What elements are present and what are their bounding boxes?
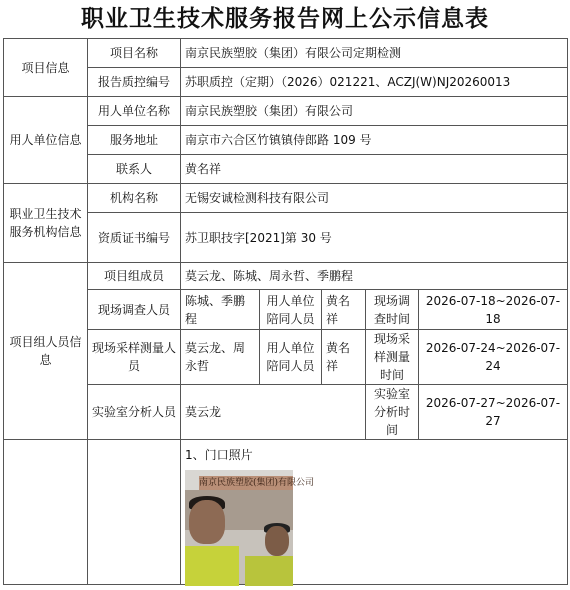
photo-cell [181, 440, 568, 585]
disclosure-table [3, 38, 568, 585]
lab-time-label: 实验室分析时间 [366, 385, 419, 440]
cert-no-value: 苏卫职技字[2021]第 30 号 [181, 213, 568, 263]
report-no-label: 报告质控编号 [88, 68, 181, 97]
safety-vest-right [245, 556, 293, 586]
person-right-face [265, 526, 289, 556]
sampling-accompany-label: 用人单位陪同人员 [260, 330, 322, 385]
lab-staff-label: 实验室分析人员 [88, 385, 181, 440]
lab-staff-value: 莫云龙 [181, 385, 366, 440]
person-left-face [189, 500, 225, 544]
team-members-value: 莫云龙、陈城、周永哲、季鹏程 [181, 263, 568, 290]
cert-no-label: 资质证书编号 [88, 213, 181, 263]
agency-name-label: 机构名称 [88, 184, 181, 213]
survey-staff-label: 现场调查人员 [88, 290, 181, 330]
service-address-label: 服务地址 [88, 126, 181, 155]
photo-section-blank [4, 440, 88, 585]
project-name-value: 南京民族塑胶（集团）有限公司定期检测 [181, 39, 568, 68]
team-section-label: 项目组人员信息 [4, 263, 88, 440]
contact-value: 黄名祥 [181, 155, 568, 184]
report-no-value: 苏职质控（定期）（2026）021221、ACZJ(W)NJ20260013 [181, 68, 568, 97]
lab-time-value: 2026-07-27~2026-07-27 [419, 385, 568, 440]
survey-time-value: 2026-07-18~2026-07-18 [419, 290, 568, 330]
company-sign: 南京民族塑胶(集团)有限公司 [199, 478, 315, 488]
safety-vest-left [185, 546, 239, 586]
sampling-staff-label: 现场采样测量人员 [88, 330, 181, 385]
survey-accompany-label: 用人单位陪同人员 [260, 290, 322, 330]
contact-label: 联系人 [88, 155, 181, 184]
sampling-staff-value: 莫云龙、周永哲 [181, 330, 260, 385]
sampling-accompany-value: 黄名祥 [322, 330, 366, 385]
survey-time-label: 现场调查时间 [366, 290, 419, 330]
entrance-photo [185, 470, 315, 584]
team-members-label: 项目组成员 [88, 263, 181, 290]
photo-label-blank [88, 440, 181, 585]
employer-section-label: 用人单位信息 [4, 97, 88, 184]
sampling-time-label: 现场采样测量时间 [366, 330, 419, 385]
agency-name-value: 无锡安诚检测科技有限公司 [181, 184, 568, 213]
project-info-section-label: 项目信息 [4, 39, 88, 97]
survey-accompany-value: 黄名祥 [322, 290, 366, 330]
service-address-value: 南京市六合区竹镇镇侍郎路 109 号 [181, 126, 568, 155]
photo-caption: 1、门口照片 [185, 448, 253, 462]
survey-staff-value: 陈城、季鹏程 [181, 290, 260, 330]
employer-name-value: 南京民族塑胶（集团）有限公司 [181, 97, 568, 126]
project-name-label: 项目名称 [88, 39, 181, 68]
employer-name-label: 用人单位名称 [88, 97, 181, 126]
sampling-time-value: 2026-07-24~2026-07-24 [419, 330, 568, 385]
agency-section-label: 职业卫生技术服务机构信息 [4, 184, 88, 263]
page-title: 职业卫生技术服务报告网上公示信息表 [81, 5, 489, 32]
